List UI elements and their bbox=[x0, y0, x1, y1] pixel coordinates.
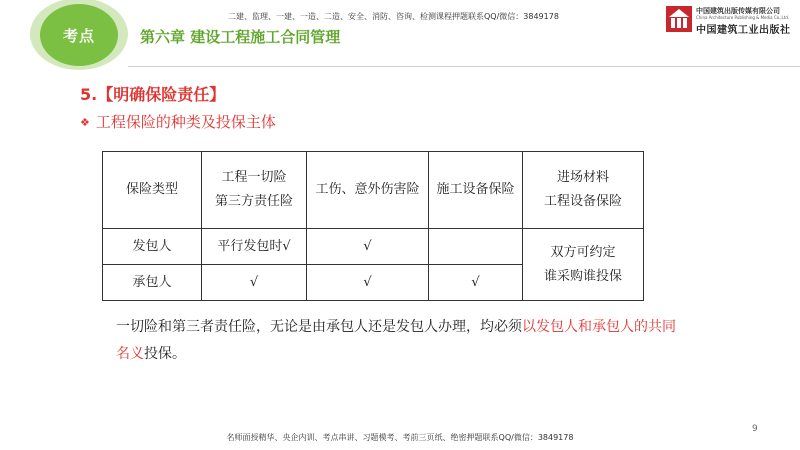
publisher-logo-icon bbox=[666, 6, 692, 32]
chapter-title: 第六章 建设工程施工合同管理 bbox=[140, 28, 341, 46]
publisher-logo bbox=[666, 6, 792, 34]
table-cell: √ bbox=[307, 229, 429, 265]
footer-info: 名师面授精华、央企内训、考点串讲、习题模考、考前三页纸、绝密押题联系QQ/微信：3849178 bbox=[226, 433, 574, 442]
publisher-name-cn: 中国建筑出版传媒有限公司 bbox=[696, 7, 780, 15]
diamond-bullet-icon: ❖ bbox=[80, 116, 90, 129]
publisher-imprint: 中国建筑工业出版社 bbox=[696, 25, 791, 36]
table-row bbox=[103, 229, 644, 265]
table-header-cell: 进场材料 工程设备保险 bbox=[523, 152, 644, 229]
table-header-cell: 工伤、意外伤害险 bbox=[307, 152, 429, 229]
table-header-cell: 施工设备保险 bbox=[429, 152, 523, 229]
table-cell: 平行发包时√ bbox=[202, 229, 307, 265]
subtitle-text: 工程保险的种类及投保主体 bbox=[95, 113, 276, 131]
table-cell bbox=[429, 229, 523, 265]
merged-material-cell: 双方可约定 谁采购谁投保 bbox=[523, 229, 644, 301]
note-highlight: 以发包人和承包人的共同名义 bbox=[116, 319, 676, 362]
note-text-before: 一切险和第三者责任险，无论是由承包人还是发包人办理，均必须 bbox=[116, 319, 522, 335]
table-header-cell: 工程一切险 第三方责任险 bbox=[202, 152, 307, 229]
table-cell: √ bbox=[202, 265, 307, 301]
row-label-cell: 发包人 bbox=[103, 229, 202, 265]
insurance-table bbox=[102, 151, 644, 301]
badge-label: 考点 bbox=[62, 26, 95, 45]
table-header-cell: 保险类型 bbox=[103, 152, 202, 229]
section-title: 5.【明确保险责任】 bbox=[80, 85, 226, 104]
page-number: 9 bbox=[752, 424, 758, 434]
header-divider bbox=[128, 66, 800, 67]
table-cell: √ bbox=[307, 265, 429, 301]
header-contact-info: 二建、监理、一建、一造、二造、安全、消防、咨询、检测课程押题联系QQ/微信：3849178 bbox=[228, 12, 559, 21]
section-subtitle bbox=[80, 111, 276, 132]
note-paragraph bbox=[116, 314, 676, 368]
note-text-after: 投保。 bbox=[144, 346, 186, 362]
row-label-cell: 承包人 bbox=[103, 265, 202, 301]
publisher-name-en: China Architecture Publishing & Media Co.,Ltd. bbox=[696, 15, 790, 20]
topic-badge bbox=[40, 4, 118, 66]
table-header-row bbox=[103, 152, 644, 229]
table-cell: √ bbox=[429, 265, 523, 301]
